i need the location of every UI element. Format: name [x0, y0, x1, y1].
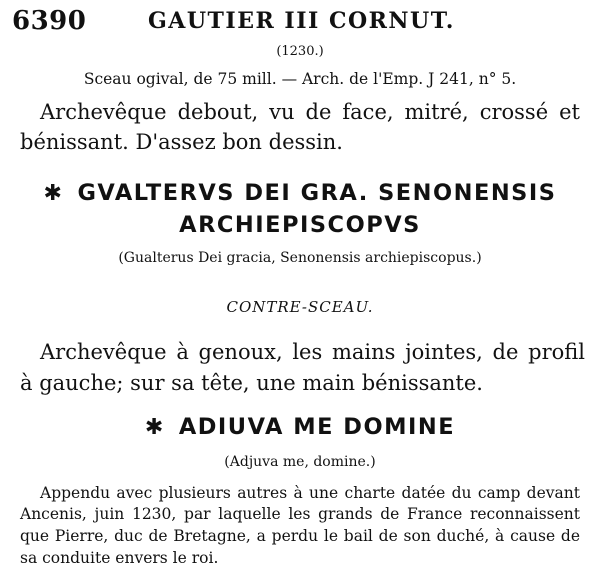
footnote-line-1: Appendu avec plusieurs autres à une charte datée du camp devant: [40, 484, 580, 502]
counter-seal-legend-text: ADIUVA ME DOMINE: [178, 414, 456, 440]
seal-legend-text-1: GVALTERVS DEI GRA. SENONENSIS: [77, 180, 557, 206]
entry-date: (1230.): [276, 44, 324, 59]
footnote-line-3: que Pierre, duc de Bretagne, a perdu le bail de son duché, à cause de: [20, 527, 580, 545]
legend-transcription: (Gualterus Dei gracia, Senonensis archiepiscopus.): [118, 250, 482, 266]
counter-seal-heading: CONTRE-SCEAU.: [226, 298, 374, 316]
counter-seal-transcription: (Adjuva me, domine.): [224, 454, 376, 470]
footnote-line-4: sa conduite envers le roi.: [20, 549, 219, 567]
entry-title: GAUTIER III CORNUT.: [148, 8, 455, 34]
counter-seal-legend: [0, 414, 600, 440]
counter-seal-line-2: à gauche; sur sa tête, une main bénissante.: [20, 371, 483, 395]
entry-number: 6390: [12, 6, 87, 36]
star-icon: ✱: [144, 415, 165, 440]
seal-legend-line-1: [0, 180, 600, 206]
star-icon: ✱: [43, 181, 64, 206]
counter-seal-line-1: Archevêque à genoux, les mains jointes, de profil: [40, 340, 585, 364]
seal-info: Sceau ogival, de 75 mill. — Arch. de l'Emp. J 241, n° 5.: [83, 70, 517, 88]
seal-legend-line-2: ARCHIEPISCOPVS: [179, 212, 421, 238]
description-line-1: Archevêque debout, vu de face, mitré, crossé et: [40, 100, 580, 124]
footnote-line-2: Ancenis, juin 1230, par laquelle les grands de France reconnaissent: [20, 505, 580, 523]
description-line-2: bénissant. D'assez bon dessin.: [20, 130, 343, 154]
